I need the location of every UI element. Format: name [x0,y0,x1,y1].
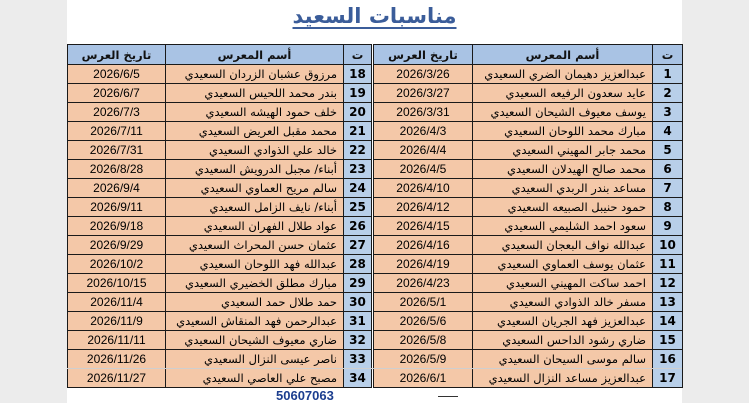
table-row [374,293,683,312]
wedding-date: 2026/6/5 [68,65,166,84]
groom-name: محمد صالح الهيدلان السعيدي [473,160,653,179]
wedding-date: 2026/11/27 [68,369,166,388]
table-row [68,198,372,217]
wedding-date: 2026/9/29 [68,236,166,255]
row-number: 21 [344,122,372,141]
groom-name: محمد مقبل العريض السعيدي [166,122,344,141]
wedding-date: 2026/9/11 [68,198,166,217]
wedding-date: 2026/4/10 [374,179,473,198]
row-number: 7 [653,179,683,198]
table-row [68,312,372,331]
header-name: أسم المعرس [473,45,653,65]
groom-name: عواد طلال الفهران السعيدي [166,217,344,236]
table-row [374,255,683,274]
groom-name: ناصر عيسى النزال السعيدي [166,350,344,369]
header-date: تاريخ العرس [374,45,473,65]
groom-name: مصبح علي العاصي السعيدي [166,369,344,388]
table-row [68,350,372,369]
wedding-date: 2026/4/23 [374,274,473,293]
document-sheet [67,0,682,403]
wedding-date: 2026/5/8 [374,331,473,350]
wedding-date: 2026/11/9 [68,312,166,331]
table-row [374,84,683,103]
row-number: 9 [653,217,683,236]
table-row [374,331,683,350]
table-row [374,274,683,293]
groom-name: حمود حنيبل الصبيعه السعيدي [473,198,653,217]
wedding-date: 2026/11/4 [68,293,166,312]
footer-area [67,368,682,403]
table-header-row [374,45,683,65]
row-number: 15 [653,331,683,350]
wedding-date: 2026/4/19 [374,255,473,274]
table-row [68,141,372,160]
wedding-date: 2026/3/31 [374,103,473,122]
groom-name: عبدالعزيز دهيمان الضري السعيدي [473,65,653,84]
groom-name: عبدالعزيز فهد الجريان السعيدي [473,312,653,331]
wedding-date: 2026/4/5 [374,160,473,179]
groom-name: سالم موسى السيحان السعيدي [473,350,653,369]
events-table-left [67,44,372,388]
wedding-date: 2026/7/31 [68,141,166,160]
wedding-date: 2026/4/16 [374,236,473,255]
table-row [374,103,683,122]
table-row [68,122,372,141]
groom-name: حمد طلال حمد السعيدي [166,293,344,312]
groom-name: عثمان حسن المحراث السعيدي [166,236,344,255]
groom-name: احمد ساكت المهيني السعيدي [473,274,653,293]
table-row [68,179,372,198]
wedding-date: 2026/10/15 [68,274,166,293]
wedding-date: 2026/10/2 [68,255,166,274]
row-number: 24 [344,179,372,198]
wedding-date: 2026/4/4 [374,141,473,160]
row-number: 1 [653,65,683,84]
row-number: 14 [653,312,683,331]
row-number: 13 [653,293,683,312]
row-number: 27 [344,236,372,255]
wedding-date: 2026/11/11 [68,331,166,350]
row-number: 2 [653,84,683,103]
wedding-date: 2026/7/3 [68,103,166,122]
row-number: 10 [653,236,683,255]
table-row [68,217,372,236]
groom-name: خلف حمود الهيشه السعيدي [166,103,344,122]
groom-name: أبناء/ نايف الزامل السعيدي [166,198,344,217]
phone-number: 50607063 [276,388,334,403]
groom-name: خالد علي الذوادي السعيدي [166,141,344,160]
table-row [68,236,372,255]
table-row [68,274,372,293]
table-row [68,84,372,103]
row-number: 18 [344,65,372,84]
groom-name: عبدالعزيز مساعد النزال السعيدي [473,369,653,388]
wedding-date: 2026/6/7 [68,84,166,103]
row-number: 28 [344,255,372,274]
events-table-right [373,44,683,388]
row-number: 5 [653,141,683,160]
row-number: 23 [344,160,372,179]
table-row [374,198,683,217]
groom-name: سالم مريح العماوي السعيدي [166,179,344,198]
groom-name: ضاري رشود الداحس السعيدي [473,331,653,350]
wedding-date: 2026/4/15 [374,217,473,236]
row-number: 26 [344,217,372,236]
table-row [374,236,683,255]
row-number: 11 [653,255,683,274]
row-number: 32 [344,331,372,350]
header-date: تاريخ العرس [68,45,166,65]
wedding-date: 2026/4/12 [374,198,473,217]
groom-name: ضاري معيوف الشيحان السعيدي [166,331,344,350]
row-number: 6 [653,160,683,179]
wedding-date: 2026/4/3 [374,122,473,141]
table-row [374,217,683,236]
wedding-date: 2026/6/1 [374,369,473,388]
footer-dash [438,396,458,397]
wedding-date: 2026/9/4 [68,179,166,198]
wedding-date: 2026/5/1 [374,293,473,312]
groom-name: مبارك محمد اللوحان السعيدي [473,122,653,141]
row-number: 17 [653,369,683,388]
page-title: مناسبات السعيد [292,4,457,28]
table-row [374,350,683,369]
groom-name: سعود احمد الشليمي السعيدي [473,217,653,236]
row-number: 8 [653,198,683,217]
wedding-date: 2026/5/6 [374,312,473,331]
groom-name: عثمان يوسف العماوي السعيدي [473,255,653,274]
table-row [68,255,372,274]
groom-name: مرزوق عشبان الزردان السعيدي [166,65,344,84]
row-number: 20 [344,103,372,122]
groom-name: مسفر خالد الذوادي السعيدي [473,293,653,312]
row-number: 16 [653,350,683,369]
wedding-date: 2026/3/26 [374,65,473,84]
groom-name: يوسف معيوف الشيحان السعيدي [473,103,653,122]
row-number: 4 [653,122,683,141]
table-row [374,312,683,331]
groom-name: محمد جابر المهيني السعيدي [473,141,653,160]
wedding-date: 2026/11/26 [68,350,166,369]
row-number: 12 [653,274,683,293]
groom-name: مبارك مطلق الخضيري السعيدي [166,274,344,293]
row-number: 30 [344,293,372,312]
groom-name: أبناء/ مجبل الدرويش السعيدي [166,160,344,179]
table-row [374,122,683,141]
row-number: 31 [344,312,372,331]
row-number: 19 [344,84,372,103]
table-row [68,293,372,312]
row-number: 25 [344,198,372,217]
table-row [68,160,372,179]
table-row [68,331,372,350]
table-row [374,65,683,84]
wedding-date: 2026/7/11 [68,122,166,141]
row-number: 29 [344,274,372,293]
table-row [374,179,683,198]
header-name: أسم المعرس [166,45,344,65]
table-row [374,160,683,179]
groom-name: عبدالله نواف البعجان السعيدي [473,236,653,255]
groom-name: مساعد بندر الربدي السعيدي [473,179,653,198]
groom-name: عبدالرحمن فهد المنقاش السعيدي [166,312,344,331]
row-number: 3 [653,103,683,122]
header-num: ت [653,45,683,65]
groom-name: بندر محمد اللحيس السعيدي [166,84,344,103]
row-number: 33 [344,350,372,369]
groom-name: عبدالله فهد اللوحان السعيدي [166,255,344,274]
wedding-date: 2026/9/18 [68,217,166,236]
row-number: 22 [344,141,372,160]
wedding-date: 2026/3/27 [374,84,473,103]
table-row [68,103,372,122]
table-header-row [68,45,372,65]
wedding-date: 2026/5/9 [374,350,473,369]
groom-name: عايد سعدون الرفيعه السعيدي [473,84,653,103]
row-number: 34 [344,369,372,388]
header-num: ت [344,45,372,65]
table-row [374,141,683,160]
table-row [68,65,372,84]
wedding-date: 2026/8/28 [68,160,166,179]
